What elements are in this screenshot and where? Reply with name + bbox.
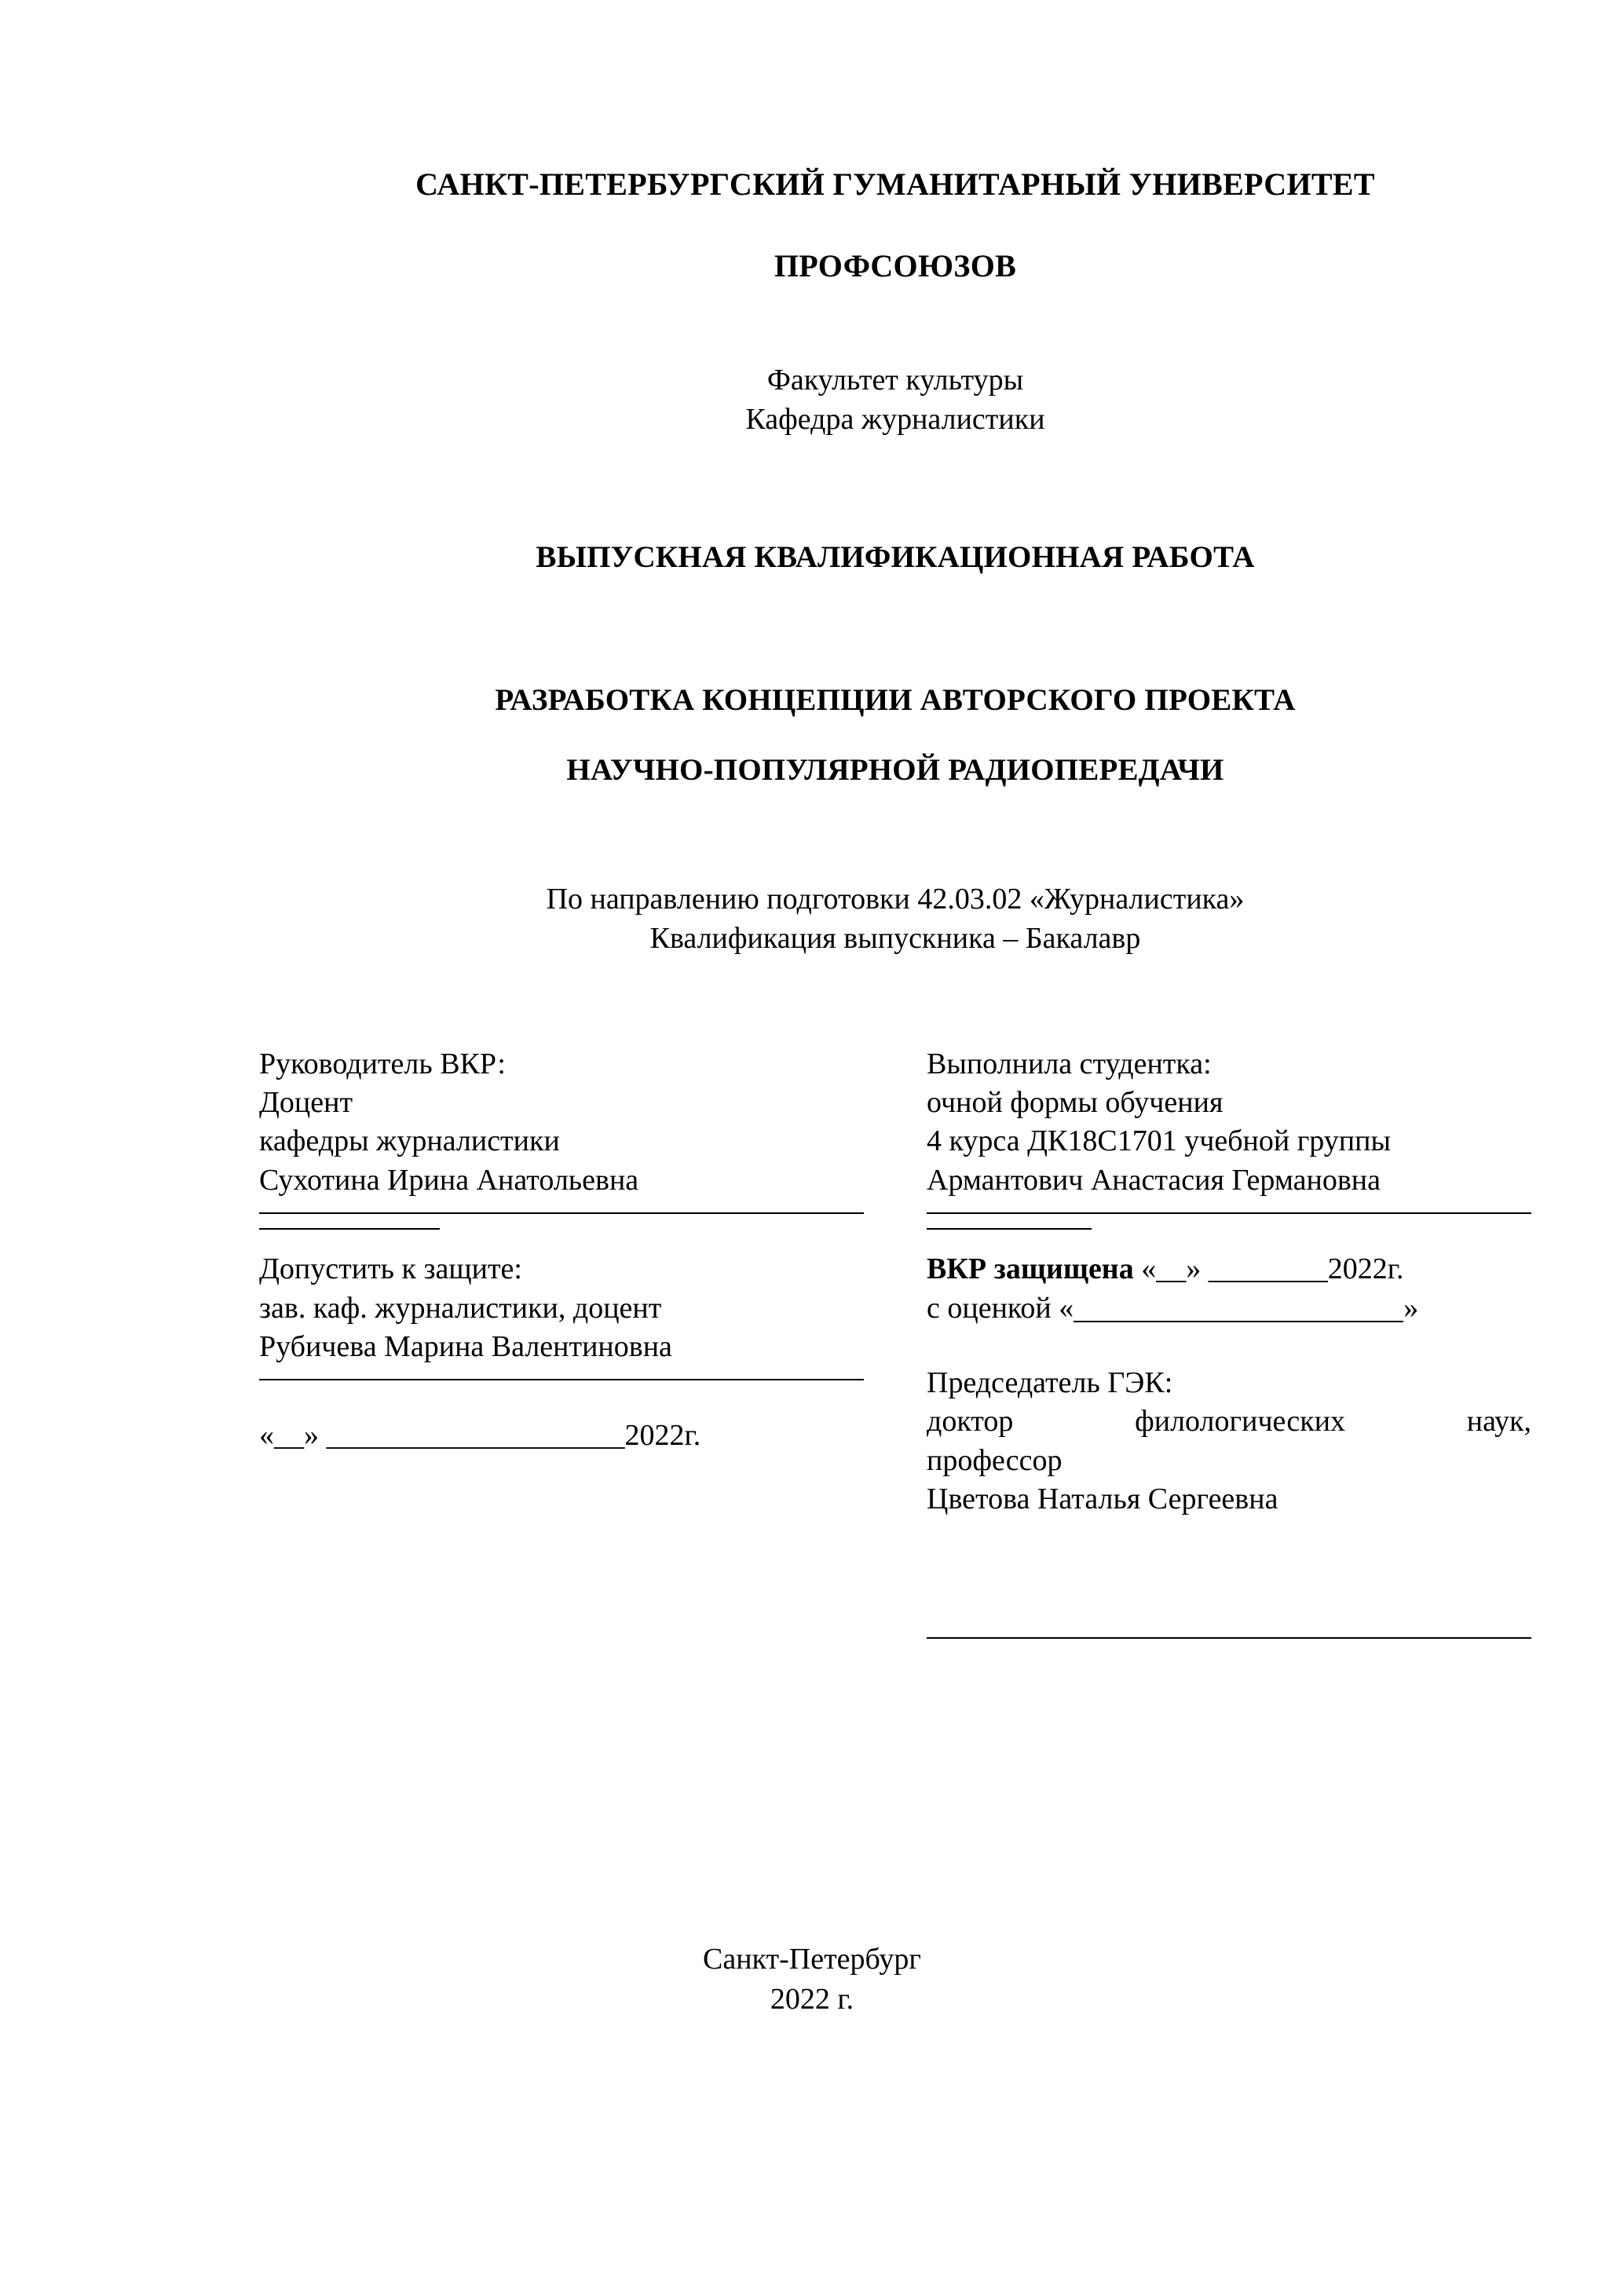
supervisor-department: кафедры журналистики [259,1124,560,1158]
supervisor-signature-rule [259,1212,864,1214]
chairman-degree-word-1: доктор [927,1405,1014,1439]
thesis-title-line-1: РАЗРАБОТКА КОНЦЕПЦИИ АВТОРСКОГО ПРОЕКТА [495,683,1296,718]
signature-columns [259,1045,1531,1639]
thesis-title-line-2: НАУЧНО-ПОПУЛЯРНОЙ РАДИОПЕРЕДАЧИ [566,753,1224,788]
admission-position: зав. каф. журналистики, доцент [259,1291,662,1325]
spacer [259,200,1531,250]
spacer [927,1328,1531,1364]
admission-name: Рубичева Марина Валентиновна [259,1329,672,1363]
supervisor-name: Сухотина Ирина Анатольевна [259,1163,639,1197]
supervisor-label: Руководитель ВКР: [259,1047,506,1080]
spacer [259,575,1531,685]
admission-date-line: «__» ____________________2022г. [259,1419,701,1453]
student-signature-rule [927,1212,1531,1214]
university-name-line-1: САНКТ-ПЕТЕРБУРГСКИЙ ГУМАНИТАРНЫЙ УНИВЕРСИТЕТ [415,166,1375,202]
student-label: Выполнила студентка: [927,1047,1212,1080]
spacer [259,282,1531,360]
supervisor-position: Доцент [259,1086,353,1120]
left-column [259,1045,880,1456]
title-page-content [259,166,1532,1639]
grade-prefix: с оценкой « [927,1291,1074,1325]
university-name-line-2: ПРОФСОЮЗОВ [774,248,1017,283]
faculty-name: Факультет культуры [766,364,1024,397]
student-study-form: очной формы обучения [927,1086,1223,1120]
spacer [259,1380,880,1417]
chairman-degree-continued: профессор [927,1443,1063,1477]
defense-label: ВКР защищена [927,1252,1134,1286]
chairman-name: Цветова Наталья Сергеевна [927,1483,1278,1516]
footer-city: Санкт-Петербург [702,1943,922,1976]
grade-rule [1074,1321,1403,1322]
chairman-degree-word-2: филологических [1135,1405,1346,1439]
student-name: Армантович Анастасия Германовна [927,1163,1381,1197]
spacer [259,785,1531,879]
footer-year: 2022 г. [770,1982,854,2016]
grade-line [927,1289,1531,1328]
chairman-degree-line [927,1402,1531,1441]
work-type: ВЫПУСКНАЯ КВАЛИФИКАЦИОННАЯ РАБОТА [536,540,1255,575]
admission-label: Допустить к защите: [259,1252,522,1286]
spacer [259,715,1531,755]
grade-suffix: » [1403,1291,1419,1325]
chairman-degree-word-3: наук, [1466,1405,1532,1439]
right-column [927,1045,1531,1639]
qualification: Квалификация выпускника – Бакалавр [649,922,1141,956]
study-direction: По направлению подготовки 42.03.02 «Журналистика» [546,883,1245,916]
page-footer [0,1940,1624,2020]
spacer [259,1230,880,1250]
chairman-label: Председатель ГЭК: [927,1366,1173,1399]
defense-date: «__» ________2022г. [1141,1252,1404,1286]
chairman-signature-rule [927,1637,1531,1639]
spacer [927,1230,1531,1250]
student-group: 4 курса ДК18С1701 учебной группы [927,1124,1392,1158]
defense-line [927,1250,1531,1289]
department-name: Кафедра журналистики [745,403,1045,437]
spacer [259,439,1531,539]
